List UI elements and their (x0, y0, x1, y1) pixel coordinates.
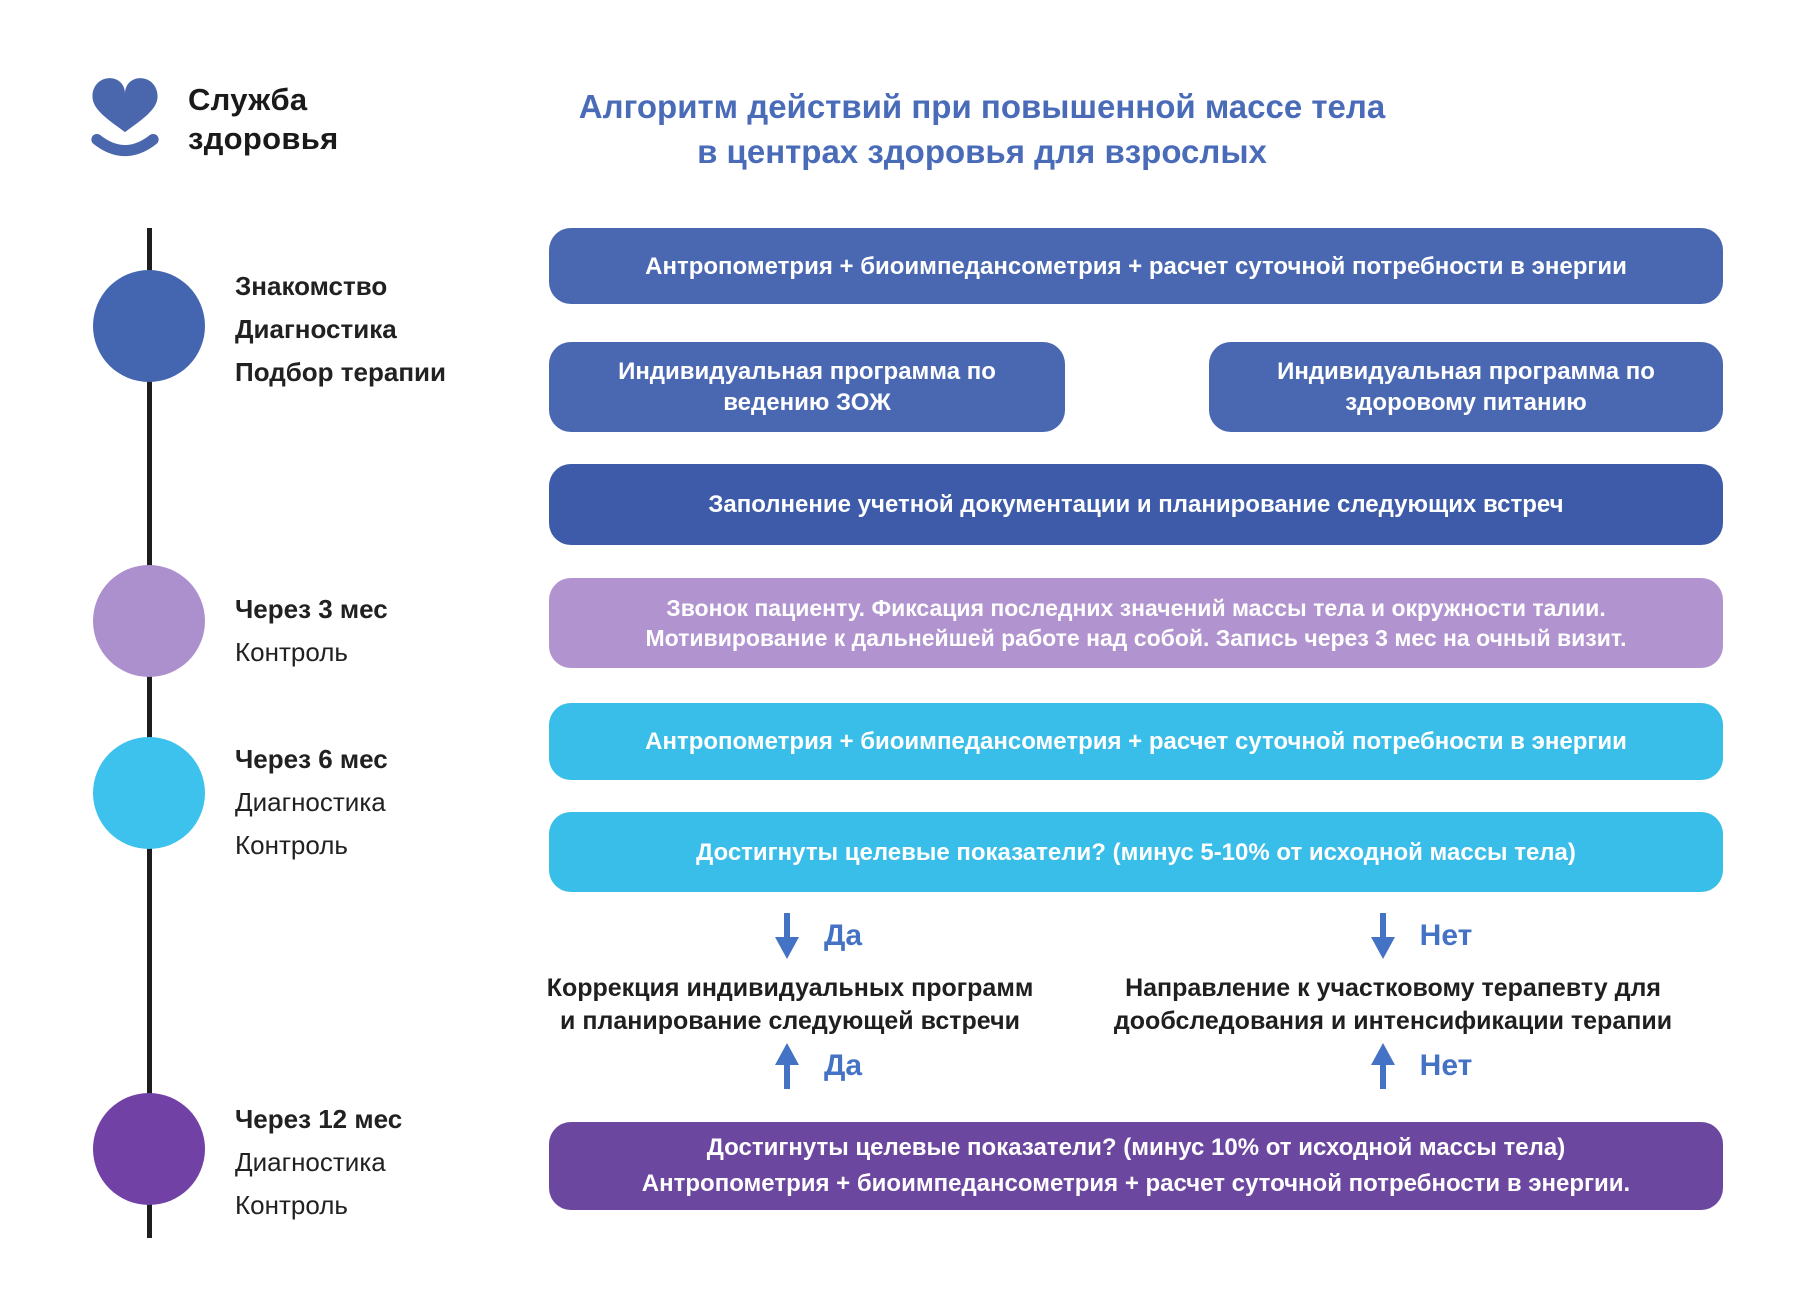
stage-label: Контроль (235, 830, 348, 860)
outcome-line: Направление к участковому терапевту для (1125, 974, 1661, 1002)
step-text: Индивидуальная программа по (1277, 358, 1655, 385)
stage-label: Через 6 мес (235, 744, 388, 774)
step-text: Достигнуты целевые показатели? (минус 10% от исходной массы тела) (706, 1134, 1566, 1161)
step-text: Заполнение учетной документации и планирование следующих встреч (708, 491, 1564, 518)
no-branch-down (1141, 912, 1701, 960)
stage-label: Контроль (235, 1190, 348, 1220)
outcome-line: и планирование следующей встречи (560, 1007, 1020, 1035)
arrow-up-icon (774, 1043, 800, 1089)
step-text: Антропометрия + биоимпедансометрия + расчет суточной потребности в энергии (645, 728, 1627, 755)
stage-label: Через 3 мес (235, 594, 388, 624)
timeline-dot-stage-1 (93, 270, 205, 382)
step-text: Звонок пациенту. Фиксация последних значений массы тела и окружности талии. (666, 595, 1606, 621)
page-title (472, 84, 1492, 174)
stage-label: Через 12 мес (235, 1104, 403, 1134)
outcome-yes-text (510, 972, 1070, 1038)
timeline-dot-stage-2 (93, 565, 205, 677)
yes-label: Да (823, 919, 863, 952)
arrow-down-icon (1370, 913, 1396, 959)
yes-label: Да (823, 1049, 863, 1082)
logo-wordmark (188, 80, 339, 158)
page-title-line: в центрах здоровья для взрослых (697, 133, 1267, 170)
heart-smile-icon (88, 74, 162, 168)
no-label: Нет (1419, 919, 1473, 952)
stage-3-labels (235, 738, 388, 867)
outcome-no-text (1113, 972, 1673, 1038)
step-documentation (549, 464, 1723, 545)
outcome-line: Коррекция индивидуальных программ (546, 974, 1034, 1002)
page-title-line: Алгоритм действий при повышенной массе тела (578, 88, 1386, 125)
step-text: Антропометрия + биоимпедансометрия + расчет суточной потребности в энергии (645, 252, 1627, 280)
step-target-check-12-months (549, 1122, 1723, 1210)
no-branch-up (1141, 1042, 1701, 1090)
stage-4-labels (235, 1098, 402, 1227)
step-anthropometry-6-months (549, 703, 1723, 780)
stage-1-labels (235, 265, 446, 394)
stage-label: Знакомство (235, 271, 388, 301)
step-target-check-6-months (549, 812, 1723, 892)
step-nutrition-program (1209, 342, 1723, 432)
step-text: Индивидуальная программа по (618, 358, 996, 385)
yes-branch-up (538, 1042, 1098, 1090)
stage-2-labels (235, 588, 388, 674)
logo-line: здоровья (188, 121, 339, 156)
arrow-down-icon (774, 913, 800, 959)
stage-label: Диагностика (235, 787, 386, 817)
step-lifestyle-program (549, 342, 1065, 432)
stage-label: Подбор терапии (235, 357, 446, 387)
no-label: Нет (1419, 1049, 1473, 1082)
logo-line: Служба (188, 82, 308, 117)
stage-label: Диагностика (235, 1147, 386, 1177)
step-text: здоровому питанию (1345, 389, 1587, 416)
stage-label: Контроль (235, 637, 348, 667)
step-anthropometry-initial (549, 228, 1723, 304)
step-text: Мотивирование к дальнейшей работе над собой. Запись через 3 мес на очный визит. (645, 625, 1627, 651)
timeline-dot-stage-3 (93, 737, 205, 849)
step-text: ведению ЗОЖ (723, 389, 891, 416)
step-phone-call-3-months (549, 578, 1723, 668)
timeline-dot-stage-4 (93, 1093, 205, 1205)
stage-label: Диагностика (235, 314, 397, 344)
arrow-up-icon (1370, 1043, 1396, 1089)
step-text: Достигнуты целевые показатели? (минус 5-10% от исходной массы тела) (696, 838, 1576, 866)
outcome-line: дообследования и интенсификации терапии (1113, 1007, 1673, 1035)
yes-branch-down (538, 912, 1098, 960)
step-text: Антропометрия + биоимпедансометрия + расчет суточной потребности в энергии. (641, 1170, 1631, 1197)
